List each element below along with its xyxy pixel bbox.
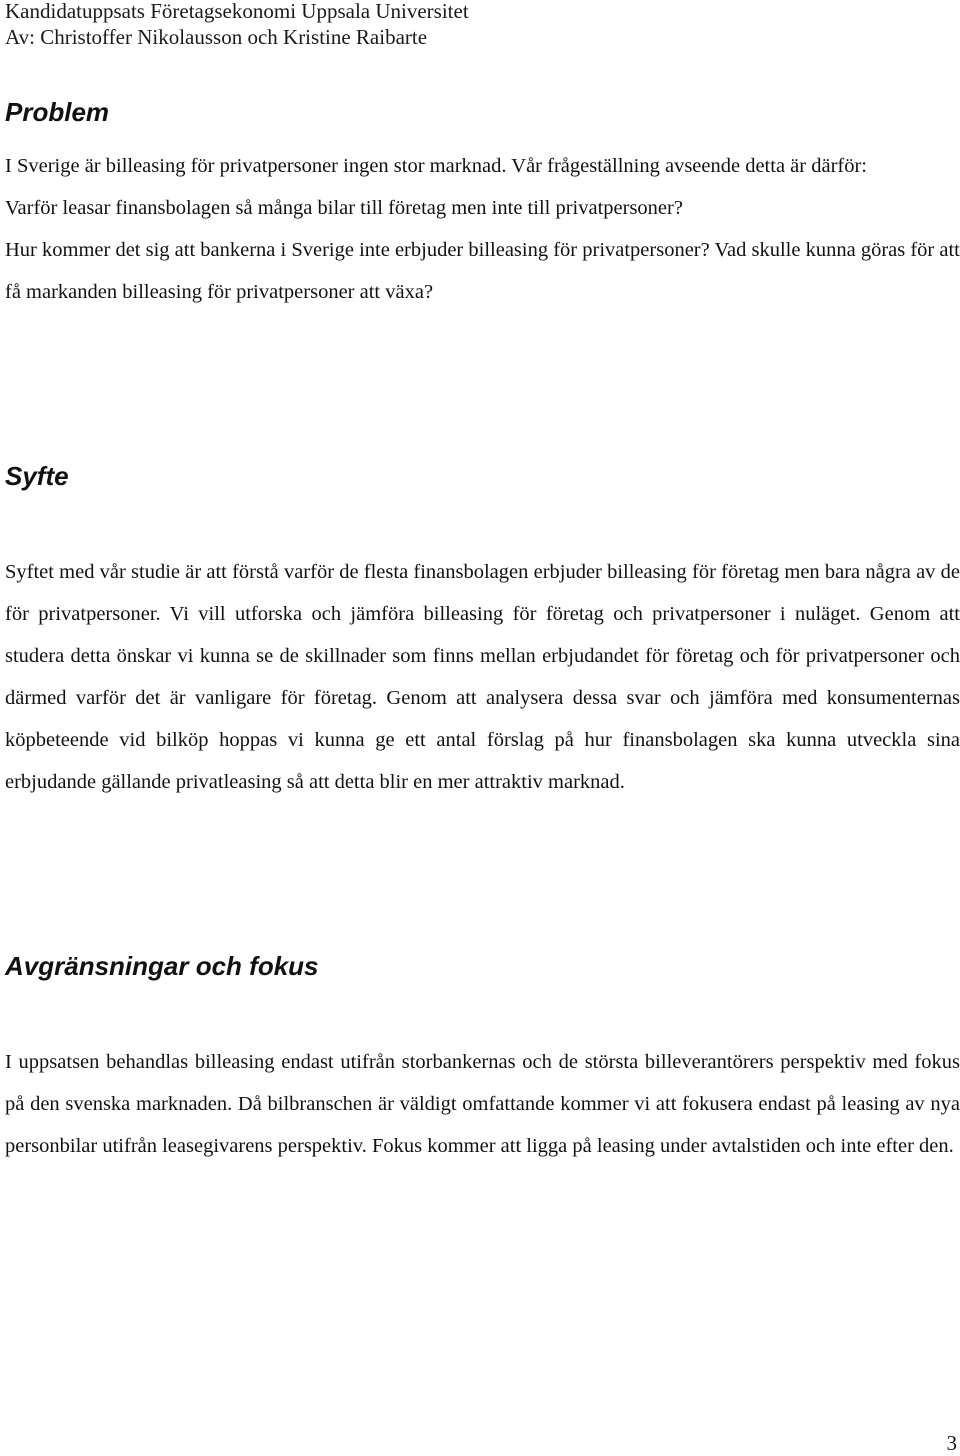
avgransningar-heading: Avgränsningar och fokus	[5, 951, 319, 981]
problem-paragraph: I Sverige är billeasing för privatpersoner ingen stor marknad. Vår frågeställning avseende detta är därför:	[5, 155, 868, 177]
document-header	[5, 0, 469, 50]
syfte-paragraph: Syftet med vår studie är att förstå varför de flesta finansbolagen erbjuder billeasing för företag men bara några av de för privatpersoner. Vi vill utforska och jämföra billeasing för företag och privatpersoner i nuläget. Genom att studera detta önskar vi kunna se de skillnader som finns mellan erbjudandet för företag och för privatpersoner och därmed varför det är vanligare för företag. Genom att analysera dessa svar och jämföra med konsumenternas köpbeteende vid bilköp hoppas vi kunna ge ett antal förslag på hur finansbolagen ska kunna utveckla sina erbjudande gällande privatleasing så att detta blir en mer attraktiv marknad.	[5, 561, 960, 793]
problem-question-2: Hur kommer det sig att bankerna i Sverige inte erbjuder billeasing för privatpersoner? Vad skulle kunna göras för att få markanden billeasing för privatpersoner att växa?	[5, 239, 960, 303]
header-line-1: Kandidatuppsats Företagsekonomi Uppsala Universitet	[5, 0, 469, 23]
page-number: 3	[946, 1431, 957, 1455]
problem-question-1: Varför leasar finansbolagen så många bilar till företag men inte till privatpersoner?	[5, 197, 683, 219]
problem-heading: Problem	[5, 97, 110, 127]
problem-section-body	[5, 145, 960, 313]
avgransningar-section-body	[5, 1041, 960, 1167]
syfte-section-body	[5, 551, 960, 803]
avgransningar-paragraph: I uppsatsen behandlas billeasing endast utifrån storbankernas och de största billeverantörers perspektiv med fokus på den svenska marknaden. Då bilbranschen är väldigt omfattande kommer vi att fokusera endast på leasing av nya personbilar utifrån leasegivarens perspektiv. Fokus kommer att ligga på leasing under avtalstiden och inte efter den.	[5, 1051, 960, 1157]
header-line-2: Av: Christoffer Nikolausson och Kristine Raibarte	[5, 25, 428, 49]
syfte-heading: Syfte	[5, 461, 69, 491]
